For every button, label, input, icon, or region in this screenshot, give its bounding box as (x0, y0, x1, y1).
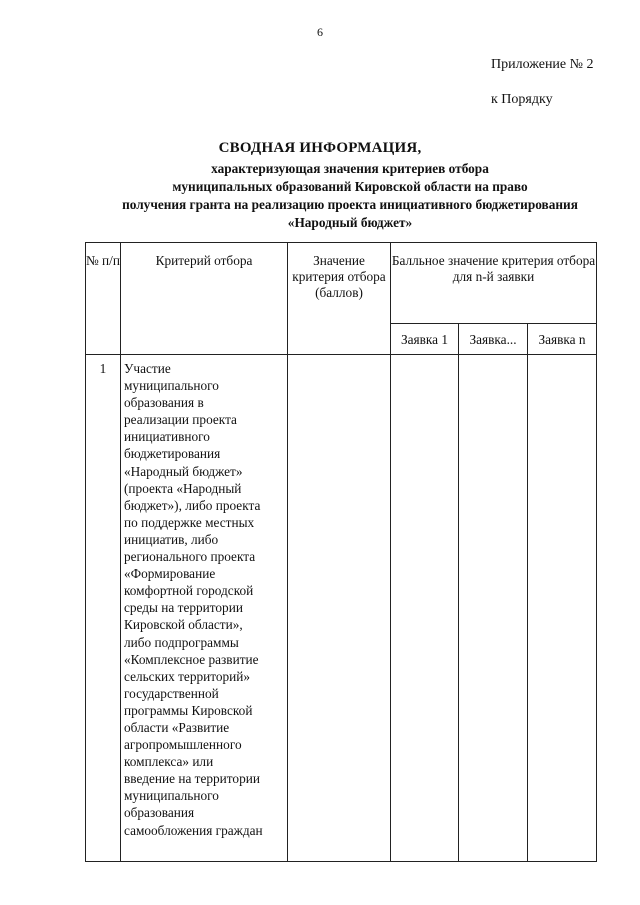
criterion-line: сельских территорий» (124, 668, 251, 684)
criterion-line: муниципального (124, 378, 219, 394)
criterion-line: муниципального (124, 788, 219, 804)
header-application-mid: Заявка... (459, 324, 528, 355)
header-number-label: № п/п (86, 253, 120, 268)
criterion-line: регионального проекта (124, 549, 256, 565)
subtitle-line: получения гранта на реализацию проекта инициативного бюджетирования (122, 197, 578, 212)
row-value-cell (288, 355, 391, 862)
header-value: Значение критерия отбора (баллов) (288, 243, 391, 355)
row-number: 1 (86, 355, 121, 862)
header-criterion: Критерий отбора (121, 243, 288, 355)
criterion-line: комплекса» или (124, 754, 214, 770)
header-score: Балльное значение критерия отбора для n-й заявки (391, 243, 597, 324)
subtitle-line: муниципальных образований Кировской области на право (172, 179, 528, 194)
table-header-row (86, 243, 597, 324)
criterion-line: бюджетирования (124, 446, 221, 462)
appendix-reference: к Порядку (491, 92, 553, 107)
row-score-application-mid (459, 355, 528, 862)
criterion-line: самообложения граждан (124, 822, 263, 838)
criterion-line: комфортной городской (124, 583, 254, 599)
criterion-line: Кировской области», (124, 617, 243, 633)
header-application-1: Заявка 1 (391, 324, 459, 355)
criterion-line: образования (124, 805, 195, 821)
table-row (86, 355, 597, 862)
document-title: СВОДНАЯ ИНФОРМАЦИЯ, (218, 140, 422, 156)
page-number: 6 (317, 25, 323, 39)
criterion-line: образования в (124, 395, 204, 411)
criterion-line: либо подпрограммы (124, 634, 239, 650)
criterion-line: Участие (124, 361, 171, 376)
subtitle-line: характеризующая значения критериев отбора (211, 161, 489, 176)
row-score-application-1 (391, 355, 459, 862)
criteria-table (85, 242, 597, 862)
document-subtitle (40, 160, 640, 232)
criterion-line: программы Кировской (124, 702, 253, 718)
row-score-application-n (528, 355, 597, 862)
row-criterion (121, 355, 288, 862)
criterion-line: реализации проекта (124, 412, 237, 428)
criterion-line: инициативного (124, 429, 210, 445)
criterion-line: агропромышленного (124, 737, 242, 753)
subtitle-line: «Народный бюджет» (287, 215, 413, 230)
criterion-line: государственной (124, 685, 219, 701)
criterion-line: среды на территории (124, 600, 243, 616)
criterion-line: по поддержке местных (124, 514, 255, 530)
criterion-line: «Формирование (124, 566, 216, 582)
criterion-line: области «Развитие (124, 719, 230, 735)
appendix-label: Приложение № 2 (491, 57, 594, 72)
header-application-n: Заявка n (528, 324, 597, 355)
criterion-line: инициатив, либо (124, 531, 219, 547)
criterion-line: (проекта «Народный (124, 480, 242, 496)
criterion-line: «Комплексное развитие (124, 651, 259, 667)
header-number (86, 243, 121, 355)
criterion-line: «Народный бюджет» (124, 463, 243, 479)
criterion-line: бюджет»), либо проекта (124, 497, 261, 513)
criterion-line: введение на территории (124, 771, 260, 787)
